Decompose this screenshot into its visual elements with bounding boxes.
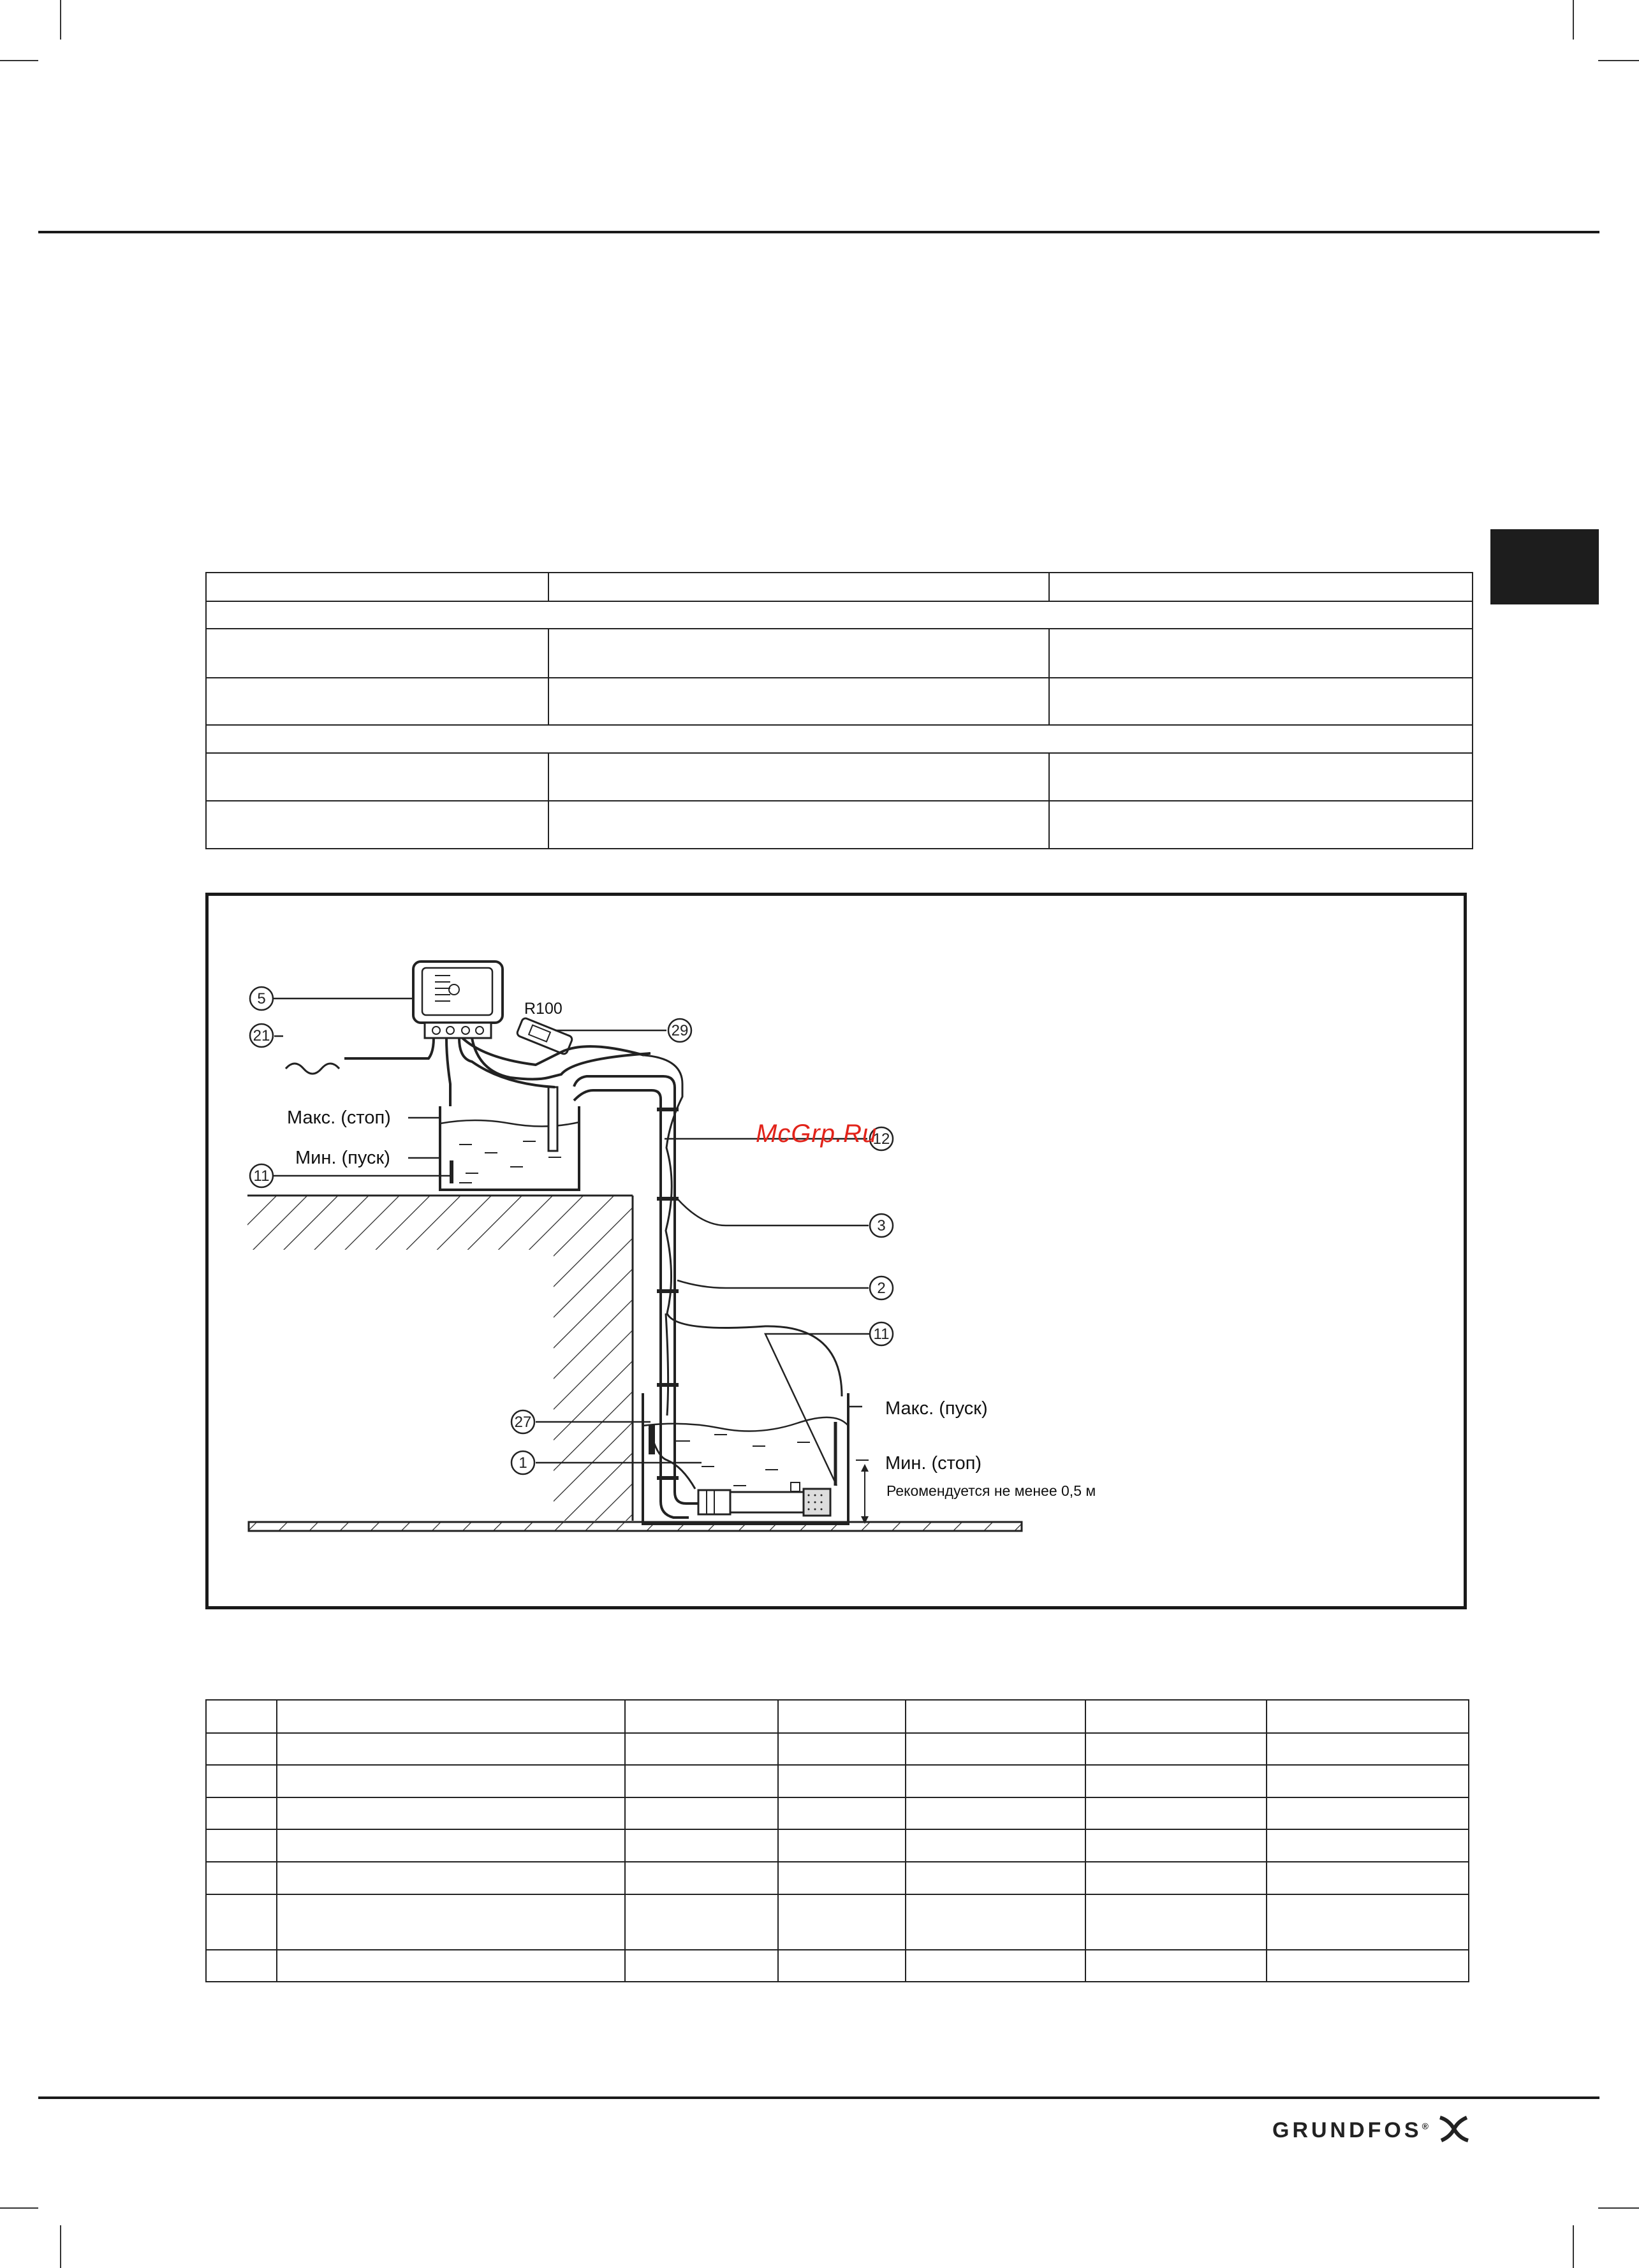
table-row	[206, 1797, 1469, 1829]
crop-mark	[1573, 2225, 1574, 2268]
brand-registered-mark: ®	[1422, 2121, 1429, 2132]
callout-label: 11	[873, 1326, 890, 1343]
grundfos-x-icon	[1436, 2114, 1472, 2144]
floor	[249, 1522, 1022, 1531]
callout-label: 11	[253, 1167, 270, 1185]
table-row	[206, 1894, 1469, 1950]
table-row	[206, 573, 1473, 601]
crop-mark	[0, 60, 38, 61]
crop-mark	[1598, 2207, 1639, 2209]
crop-mark	[60, 2225, 61, 2268]
label-min-stop: Мин. (стоп)	[885, 1453, 982, 1474]
table-row	[206, 601, 1473, 629]
callout-label: 5	[257, 990, 266, 1007]
brand-name: GRUNDFOS	[1272, 2118, 1422, 2142]
table-row	[206, 1700, 1469, 1733]
callout-label: 12	[872, 1130, 890, 1148]
table-row	[206, 753, 1473, 801]
callout-label: 21	[253, 1027, 270, 1044]
crop-mark	[1573, 0, 1574, 40]
header-rule	[38, 231, 1599, 233]
watermark: McGrp.Ru	[756, 1120, 878, 1148]
lower-table	[205, 1699, 1469, 1982]
callout-label: 27	[514, 1414, 532, 1431]
table-row	[206, 678, 1473, 725]
label-max-start: Макс. (пуск)	[885, 1398, 988, 1419]
callout-label: 1	[518, 1454, 527, 1472]
crop-mark	[0, 2207, 38, 2209]
pump	[698, 1482, 830, 1516]
crop-mark	[60, 0, 61, 40]
crop-mark	[1598, 60, 1639, 61]
label-min-start: Мин. (пуск)	[295, 1148, 390, 1168]
footer-rule	[38, 2096, 1599, 2099]
table-row	[206, 801, 1473, 849]
label-recommend: Рекомендуется не менее 0,5 м	[886, 1482, 1096, 1499]
table-row	[206, 1829, 1469, 1862]
brand-logo	[1272, 2118, 1429, 2143]
power-supply-wave	[286, 1064, 339, 1074]
upper-ground-hatch	[247, 1196, 633, 1521]
upper-table	[205, 572, 1473, 849]
section-tab	[1490, 529, 1599, 604]
table-row	[206, 1950, 1469, 1982]
callout-label: 3	[877, 1217, 886, 1234]
table-row	[206, 629, 1473, 678]
table-row	[206, 1862, 1469, 1894]
label-max-stop: Макс. (стоп)	[287, 1108, 391, 1128]
installation-diagram	[205, 893, 1467, 1609]
table-row	[206, 1765, 1469, 1797]
control-unit	[413, 962, 503, 1038]
callout-label: 2	[877, 1280, 886, 1297]
label-r100: R100	[524, 1000, 562, 1018]
table-row	[206, 1733, 1469, 1765]
table-row	[206, 725, 1473, 753]
callout-label: 29	[671, 1022, 689, 1039]
